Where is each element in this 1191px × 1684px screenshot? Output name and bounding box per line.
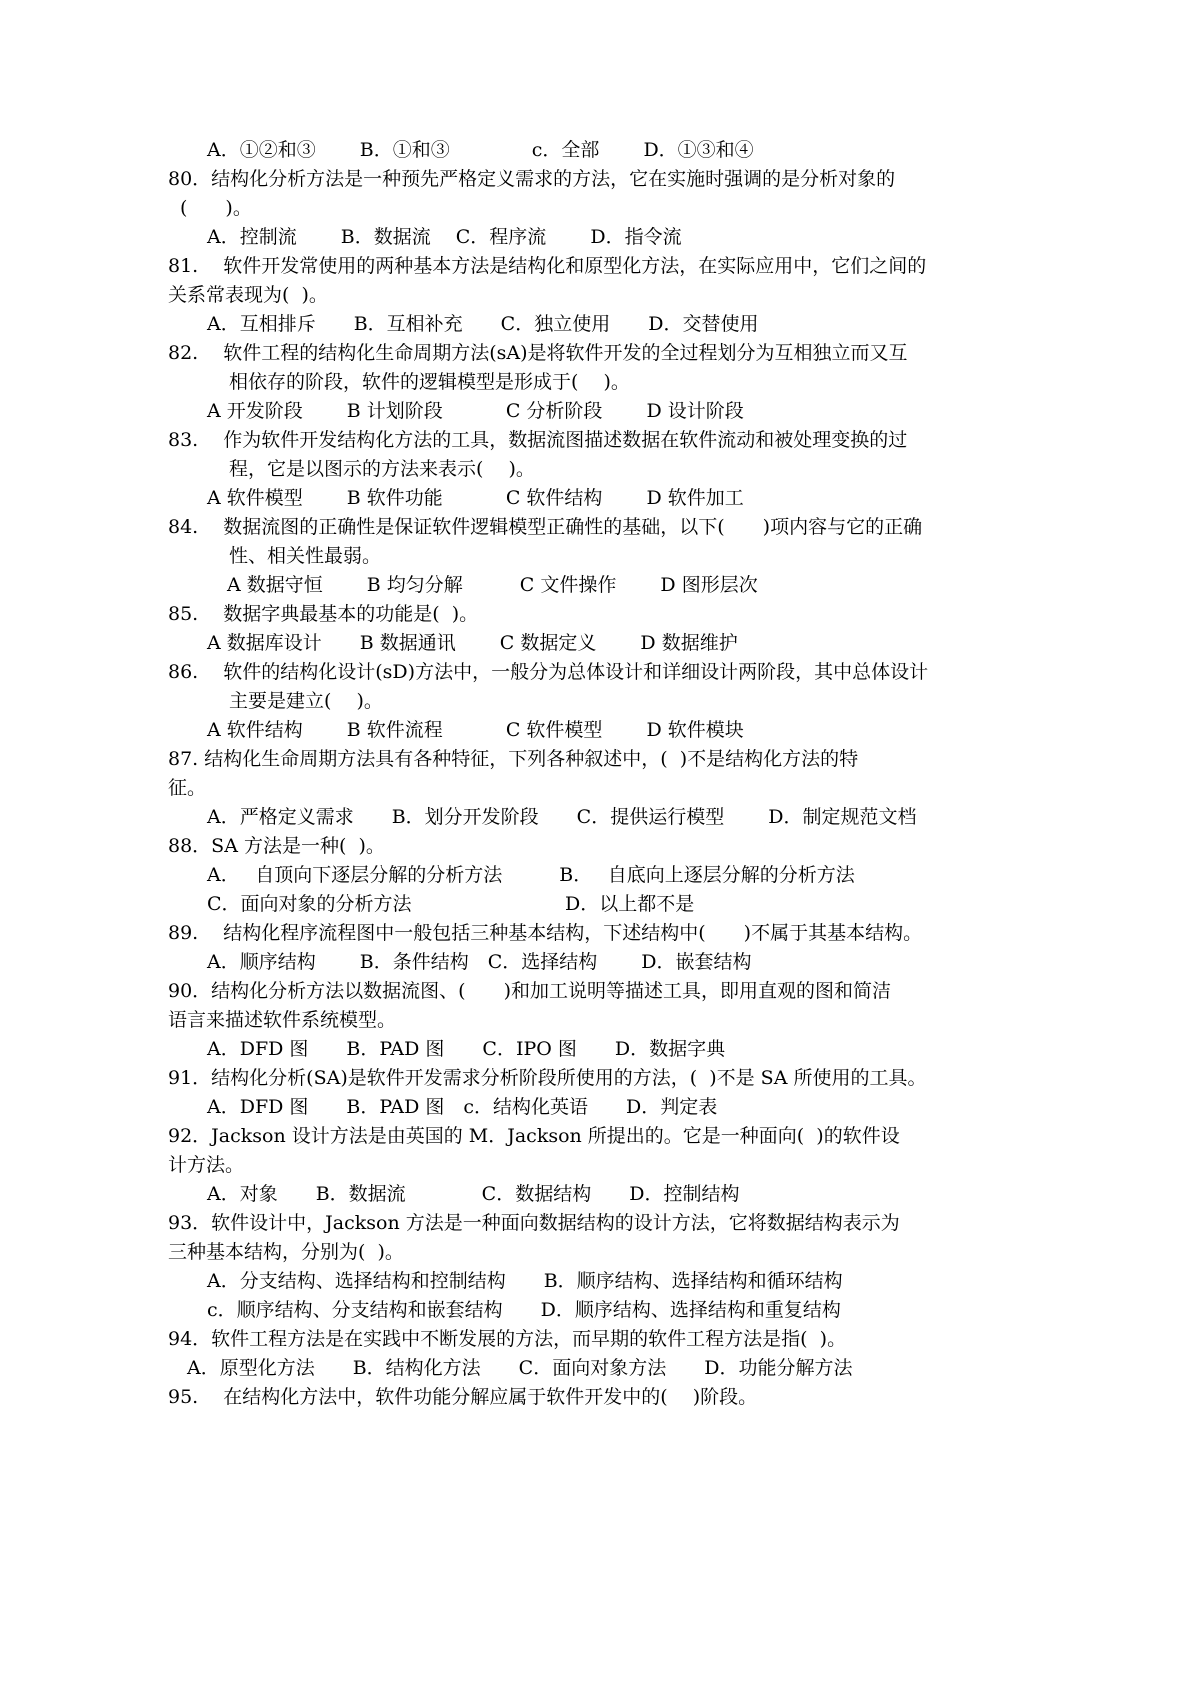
text-line: 性、相关性最弱。 [229,545,382,567]
text-line: 84. 数据流图的正确性是保证软件逻辑模型正确性的基础，以下( )项内容与它的正确 [168,516,923,538]
text-line: A 数据守恒 B 均匀分解 C 文件操作 D 图形层次 [227,574,758,596]
text-line: A 数据库设计 B 数据通讯 C 数据定义 D 数据维护 [207,632,738,654]
text-line: 87. 结构化生命周期方法具有各种特征，下列各种叙述中，( )不是结构化方法的特 [168,748,859,770]
text-line: 三种基本结构，分别为( )。 [168,1241,404,1263]
text-line: 86. 软件的结构化设计(sD)方法中，一般分为总体设计和详细设计两阶段，其中总体设计 [168,661,929,683]
text-line: C．面向对象的分析方法 [207,893,412,915]
text-line: 语言来描述软件系统模型。 [168,1009,397,1031]
text-line: A．对象 B．数据流 C．数据结构 D．控制结构 [207,1183,740,1205]
text-line: 81. 软件开发常使用的两种基本方法是结构化和原型化方法，在实际应用中，它们之间的 [168,255,927,277]
text-line: A．DFD 图 B．PAD 图 c．结构化英语 D．判定表 [207,1096,718,1118]
text-line: 95. 在结构化方法中，软件功能分解应属于软件开发中的( )阶段。 [168,1386,758,1408]
text-line: A．①②和③ B．①和③ c．全部 D．①③和④ [207,139,754,161]
text-line: 93．软件设计中，Jackson 方法是一种面向数据结构的设计方法，它将数据结构表示为 [168,1212,900,1234]
text-line: A 软件结构 B 软件流程 C 软件模型 D 软件模块 [207,719,744,741]
text-line: A．控制流 B．数据流 C．程序流 D．指令流 [207,226,682,248]
text-line: 82. 软件工程的结构化生命周期方法(sA)是将软件开发的全过程划分为互相独立而又互 [168,342,908,364]
text-line: 相依存的阶段，软件的逻辑模型是形成于( )。 [229,371,630,393]
text-line: A．DFD 图 B．PAD 图 C．IPO 图 D．数据字典 [207,1038,726,1060]
text-line: 94．软件工程方法是在实践中不断发展的方法，而早期的软件工程方法是指( )。 [168,1328,847,1350]
text-line: A．互相排斥 B．互相补充 C．独立使用 D．交替使用 [207,313,759,335]
text-line: 征。 [168,777,207,799]
text-line: A．顺序结构 B．条件结构 C．选择结构 D．嵌套结构 [207,951,752,973]
text-line: 关系常表现为( )。 [168,284,328,306]
text-line: 89. 结构化程序流程图中一般包括三种基本结构，下述结构中( )不属于其基本结构。 [168,922,923,944]
text-line: 92．Jackson 设计方法是由英国的 M．Jackson 所提出的。它是一种面向( )的软件设 [168,1125,900,1147]
text-line: 91．结构化分析(SA)是软件开发需求分析阶段所使用的方法，( )不是 SA 所使用的工具。 [168,1067,927,1089]
text-line: c．顺序结构、分支结构和嵌套结构 D．顺序结构、选择结构和重复结构 [207,1299,841,1321]
text-line: A 开发阶段 B 计划阶段 C 分析阶段 D 设计阶段 [207,400,744,422]
text-line: A．分支结构、选择结构和控制结构 B．顺序结构、选择结构和循环结构 [207,1270,843,1292]
text-line: 88．SA 方法是一种( )。 [168,835,385,857]
text-line: 程，它是以图示的方法来表示( )。 [229,458,535,480]
text-line: A 软件模型 B 软件功能 C 软件结构 D 软件加工 [207,487,744,509]
text-line: A．原型化方法 B．结构化方法 C．面向对象方法 D．功能分解方法 [187,1357,853,1379]
text-line: 83. 作为软件开发结构化方法的工具，数据流图描述数据在软件流动和被处理变换的过 [168,429,908,451]
text-line: A． 自顶向下逐层分解的分析方法 B． 自底向上逐层分解的分析方法 [207,864,855,886]
text-line: ( )。 [180,197,252,219]
text-line: A．严格定义需求 B．划分开发阶段 C．提供运行模型 D．制定规范文档 [207,806,917,828]
text-line: 主要是建立( )。 [229,690,383,712]
text-line: 计方法。 [168,1154,245,1176]
text-line: 85. 数据字典最基本的功能是( )。 [168,603,479,625]
text-line: 90．结构化分析方法以数据流图、( )和加工说明等描述工具，即用直观的图和简洁 [168,980,892,1002]
text-line: 80．结构化分析方法是一种预先严格定义需求的方法，它在实施时强调的是分析对象的 [168,168,896,190]
text-line: D．以上都不是 [565,893,695,915]
